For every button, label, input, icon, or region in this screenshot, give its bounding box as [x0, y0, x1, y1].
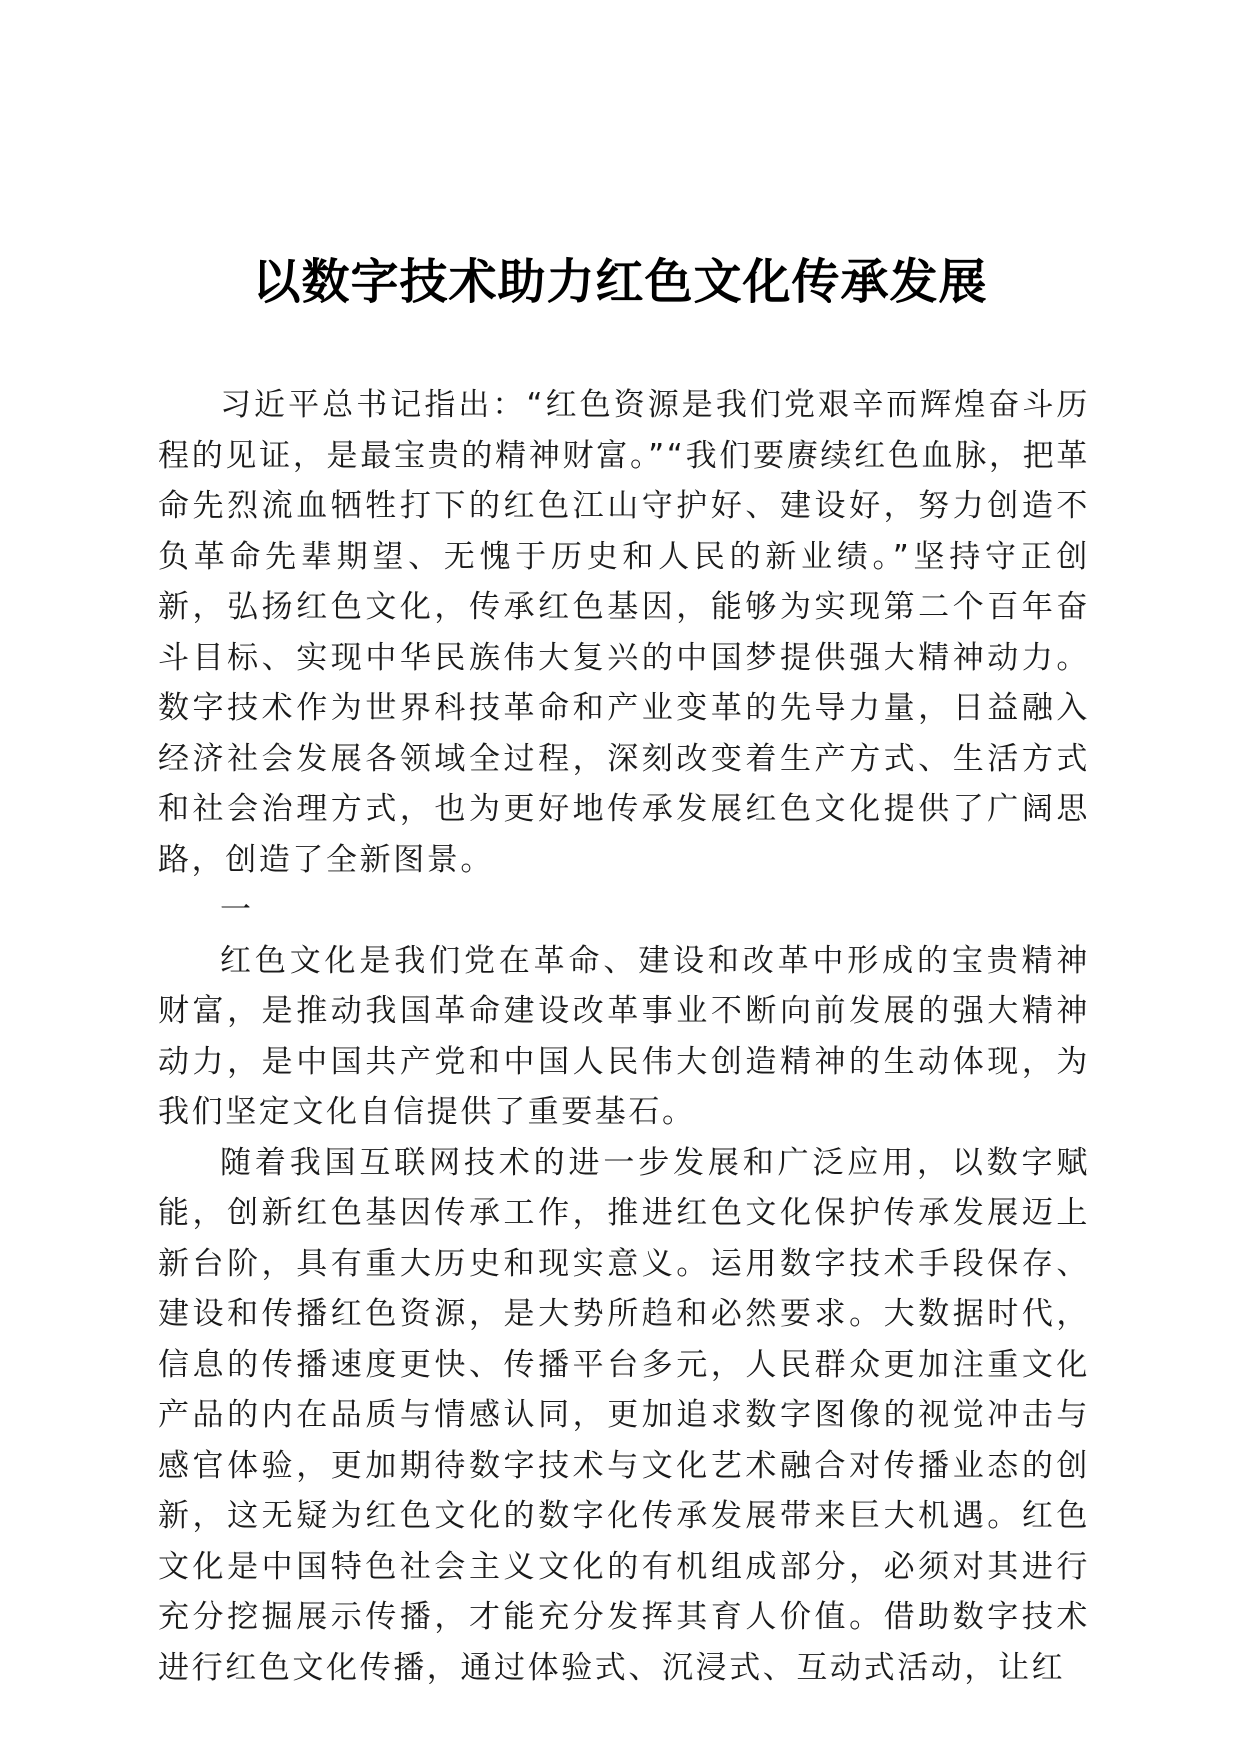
paragraph-intro: 习近平总书记指出：“红色资源是我们党艰辛而辉煌奋斗历程的见证，是最宝贵的精神财富。”“我们要赓续红色血脉，把革命先烈流血牺牲打下的红色江山守护好、建设好，努力创造不负革命先辈期望、无愧于历史和人民的新业绩。”坚持守正创新，弘扬红色文化，传承红色基因，能够为实现第二个百年奋斗目标、实现中华民族伟大复兴的中国梦提供强大精神动力。数字技术作为世界科技革命和产业变革的先导力量，日益融入经济社会发展各领域全过程，深刻改变着生产方式、生活方式和社会治理方式，也为更好地传承发展红色文化提供了广阔思路，创造了全新图景。	[158, 387, 1090, 878]
document-body	[158, 380, 1090, 1693]
paragraph-red-culture: 红色文化是我们党在革命、建设和改革中形成的宝贵精神财富，是推动我国革命建设改革事业不断向前发展的强大精神动力，是中国共产党和中国人民伟大创造精神的生动体现，为我们坚定文化自信提供了重要基石。	[158, 942, 1090, 1130]
section-number-one: 一	[220, 892, 254, 928]
paragraph-digital-development: 随着我国互联网技术的进一步发展和广泛应用，以数字赋能，创新红色基因传承工作，推进红色文化保护传承发展迈上新台阶，具有重大历史和现实意义。运用数字技术手段保存、建设和传播红色资源，是大势所趋和必然要求。大数据时代，信息的传播速度更快、传播平台多元，人民群众更加注重文化产品的内在品质与情感认同，更加追求数字图像的视觉冲击与感官体验，更加期待数字技术与文化艺术融合对传播业态的创新，这无疑为红色文化的数字化传承发展带来巨大机遇。红色文化是中国特色社会主义文化的有机组成部分，必须对其进行充分挖掘展示传播，才能充分发挥其育人价值。借助数字技术进行红色文化传播，通过体验式、沉浸式、互动式活动，让红	[158, 1144, 1090, 1686]
document-title: 以数字技术助力红色文化传承发展	[252, 254, 988, 310]
